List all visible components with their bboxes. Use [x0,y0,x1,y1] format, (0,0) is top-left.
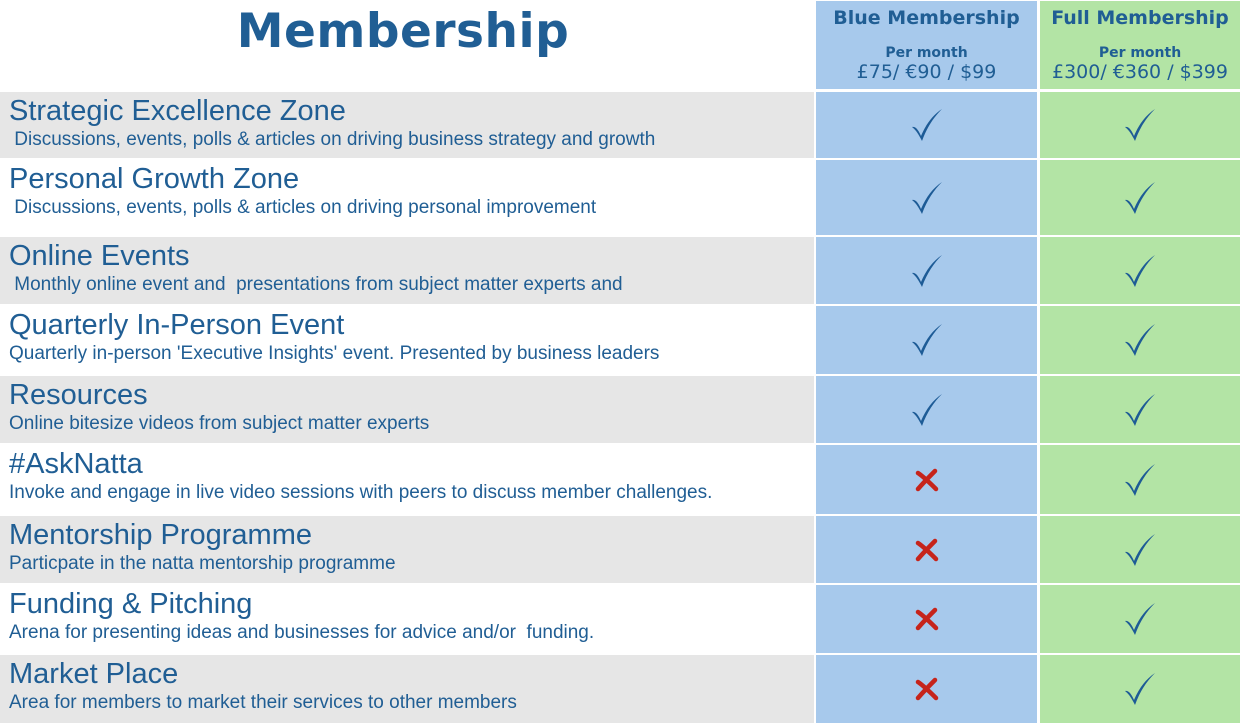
blue-membership-cell [816,376,1037,443]
feature-cell [0,92,814,158]
feature-title: Quarterly In-Person Event [9,309,345,341]
feature-description: Online bitesize videos from subject matter experts [9,413,430,434]
feature-cell [0,445,814,514]
table-row [0,516,1240,583]
full-membership-cell [1040,160,1240,235]
feature-title: Market Place [9,658,179,690]
blue-membership-cell [816,445,1037,514]
cross-icon [914,677,940,701]
feature-cell [0,376,814,443]
feature-title: #AskNatta [9,448,143,480]
blue-membership-cell [816,92,1037,158]
full-membership-cell [1040,516,1240,583]
table-row [0,655,1240,723]
plan-name: Blue Membership [833,7,1020,29]
table-row [0,445,1240,514]
cross-icon [914,607,940,631]
plan-price: £300/ €360 / $399 [1052,61,1228,83]
feature-title: Strategic Excellence Zone [9,95,346,127]
feature-description: Arena for presenting ideas and businesses for advice and/or funding. [9,622,595,643]
check-icon [909,253,945,289]
blue-membership-cell [816,237,1037,304]
check-icon [909,322,945,358]
plan-period: Per month [1098,45,1182,61]
plan-name: Full Membership [1051,7,1229,29]
page-title: Membership [236,4,570,59]
full-membership-cell [1040,237,1240,304]
feature-cell [0,160,814,235]
feature-title: Online Events [9,240,190,272]
check-icon [1122,462,1158,498]
header [0,0,1240,90]
blue-membership-cell [816,160,1037,235]
feature-title: Funding & Pitching [9,588,253,620]
table-row [0,92,1240,158]
blue-membership-cell [816,306,1037,374]
blue-membership-cell [816,585,1037,653]
check-icon [1122,671,1158,707]
feature-description: Quarterly in-person 'Executive Insights' event. Presented by business leaders [9,343,660,364]
feature-description: Monthly online event and presentations from subject matter experts and [9,274,623,295]
check-icon [909,392,945,428]
feature-description: Invoke and engage in live video sessions with peers to discuss member challenges. [9,482,713,503]
feature-title: Personal Growth Zone [9,163,300,195]
feature-title: Resources [9,379,148,411]
feature-description: Particpate in the natta mentorship programme [9,553,396,574]
check-icon [909,107,945,143]
check-icon [1122,107,1158,143]
feature-cell [0,237,814,304]
check-icon [1122,322,1158,358]
full-membership-cell [1040,92,1240,158]
blue-membership-cell [816,655,1037,723]
table-row [0,585,1240,653]
full-membership-cell [1040,376,1240,443]
blue-membership-cell [816,516,1037,583]
cross-icon [914,538,940,562]
table-row [0,306,1240,374]
plan-period: Per month [885,45,968,61]
check-icon [1122,601,1158,637]
plan-price: £75/ €90 / $99 [856,61,997,83]
feature-cell [0,655,814,723]
feature-description: Discussions, events, polls & articles on driving business strategy and growth [9,129,656,150]
full-membership-cell [1040,585,1240,653]
check-icon [909,180,945,216]
feature-description: Discussions, events, polls & articles on driving personal improvement [9,197,597,218]
table-row [0,376,1240,443]
blue-membership-header [816,1,1037,89]
feature-cell [0,516,814,583]
feature-description: Area for members to market their services to other members [9,692,517,713]
full-membership-cell [1040,445,1240,514]
feature-cell [0,585,814,653]
check-icon [1122,392,1158,428]
full-membership-header [1040,1,1240,89]
full-membership-cell [1040,306,1240,374]
check-icon [1122,180,1158,216]
feature-cell [0,306,814,374]
cross-icon [914,468,940,492]
table-row [0,160,1240,235]
check-icon [1122,253,1158,289]
full-membership-cell [1040,655,1240,723]
check-icon [1122,532,1158,568]
table-row [0,237,1240,304]
feature-title: Mentorship Programme [9,519,312,551]
